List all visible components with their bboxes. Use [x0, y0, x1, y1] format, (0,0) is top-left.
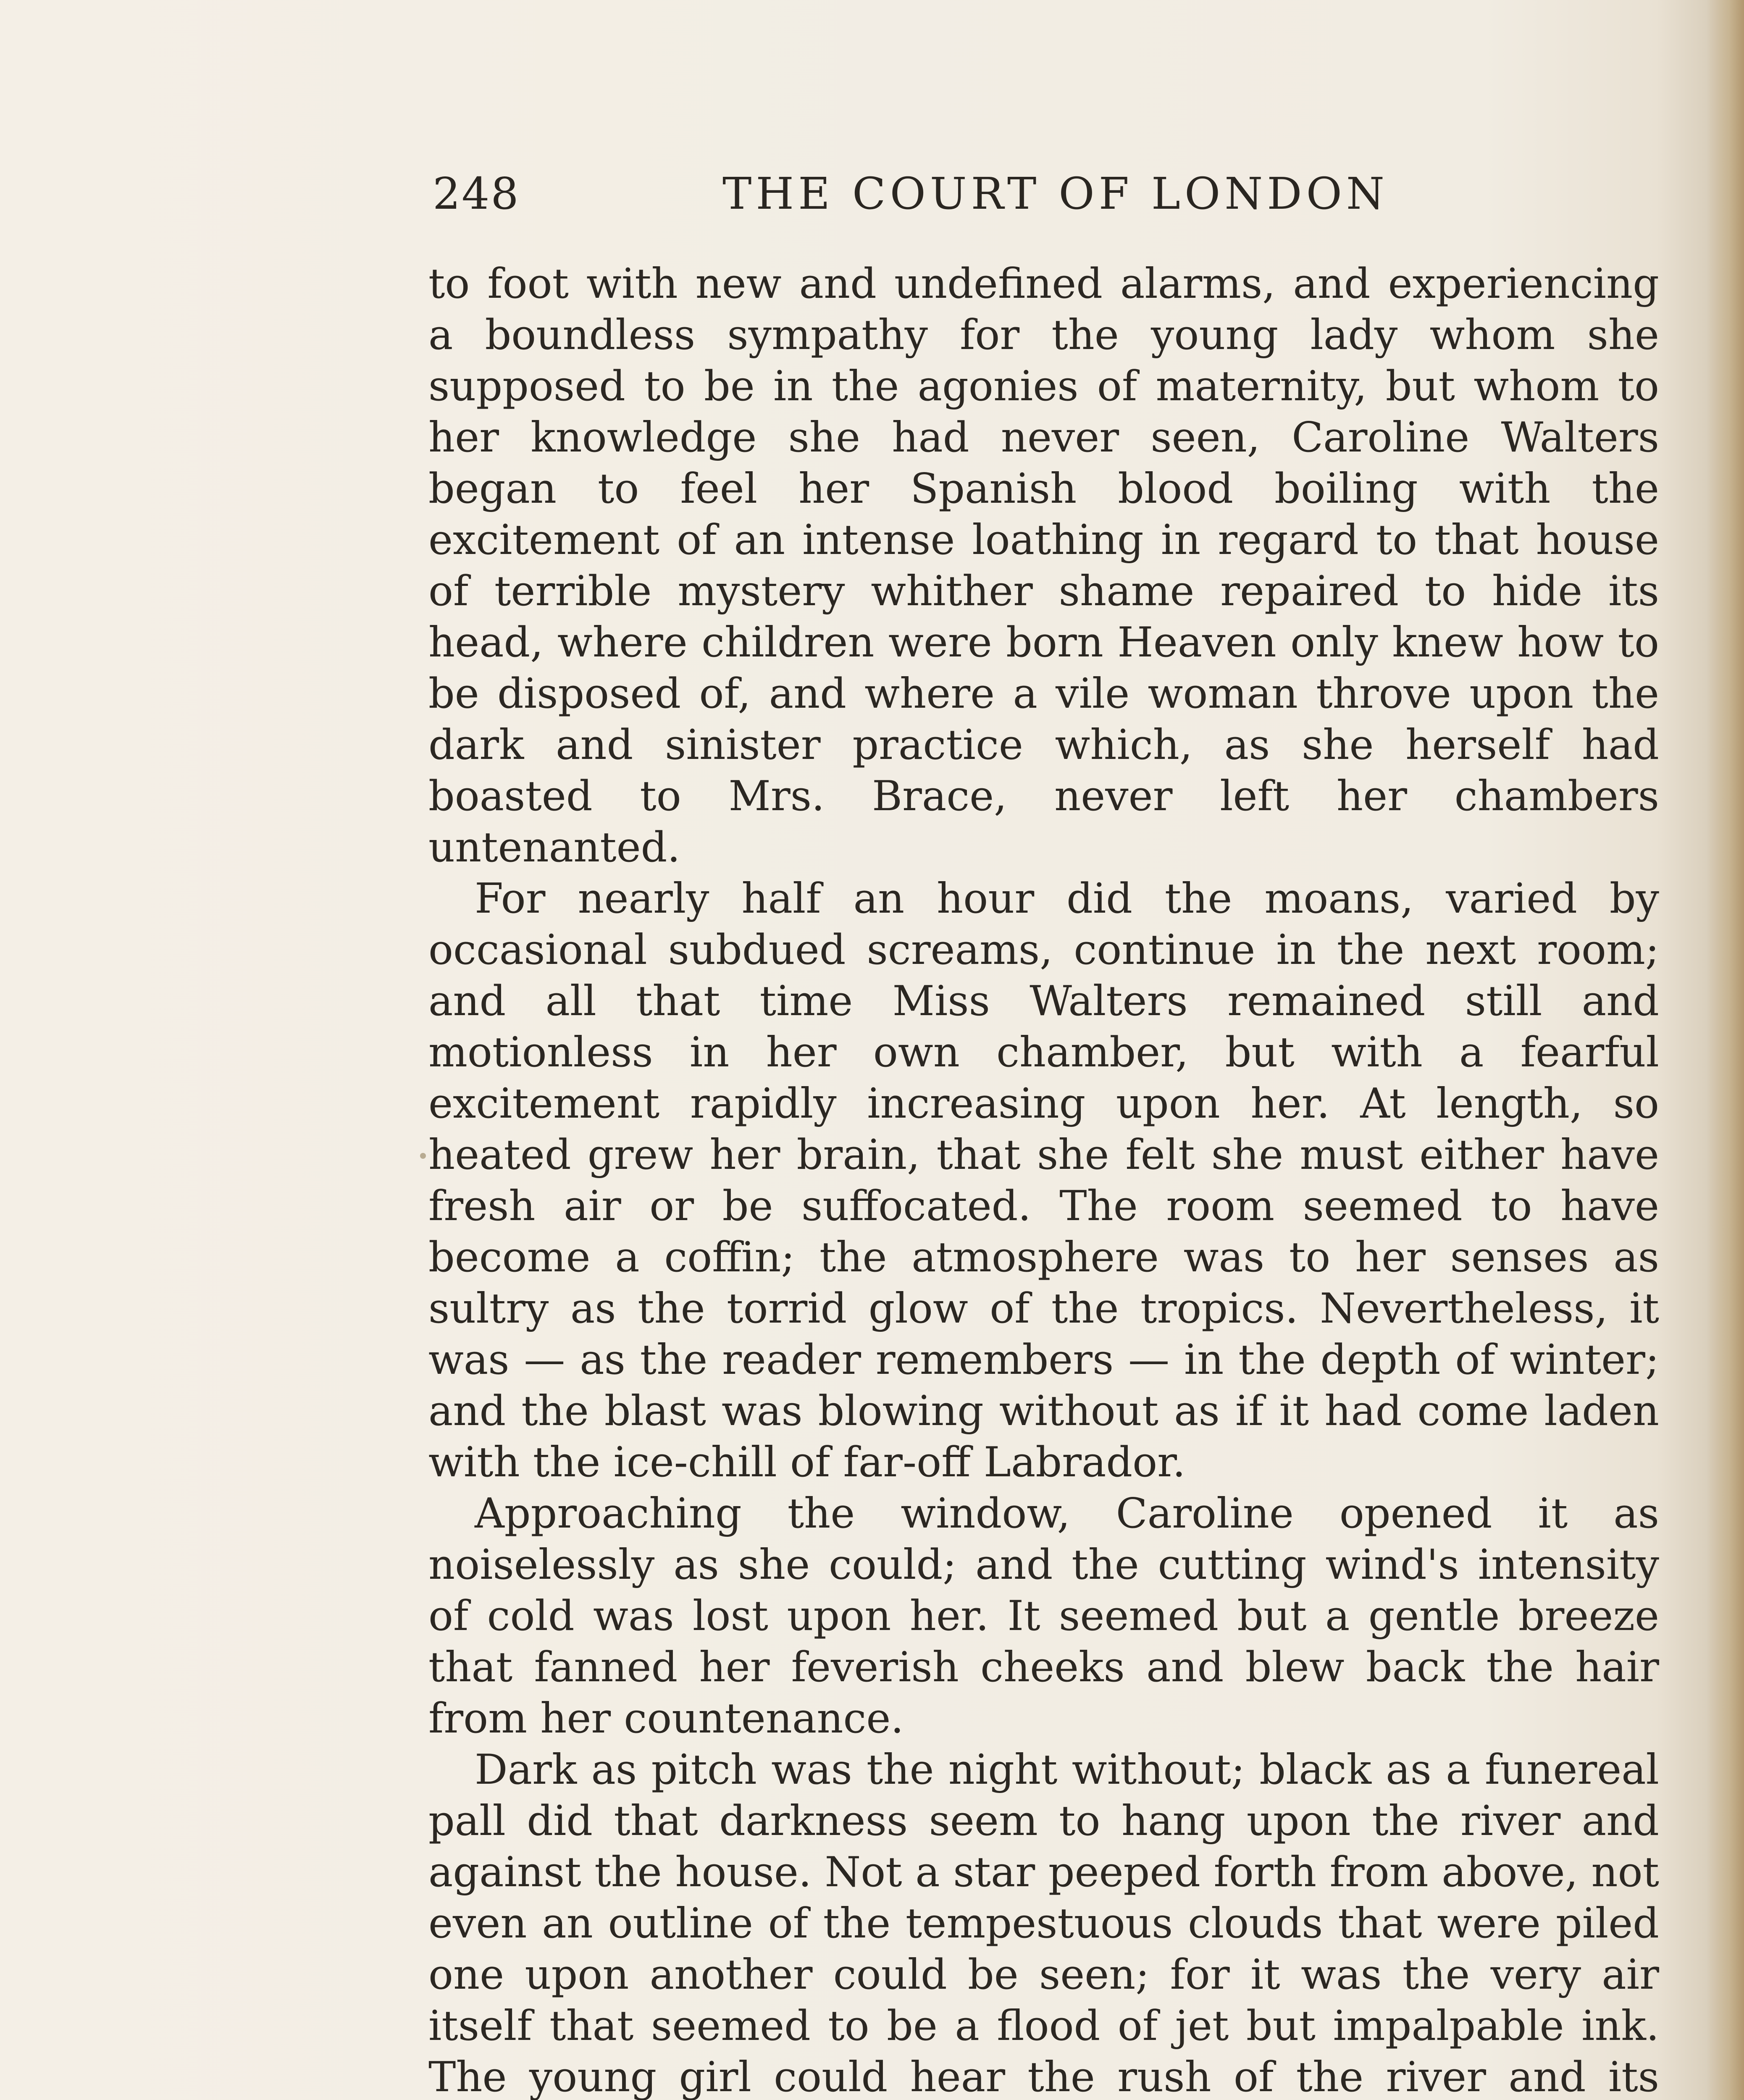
paragraph-4: Dark as pitch was the night without; black as a funereal pall did that darkness seem to hang upon the river and against the house. Not a star peeped forth from above, not even an outline of the tempestuous clouds that were piled one upon another could be seen; for it was the very air itself that seemed to be a flood of jet but impalpable ink. The young girl could hear the rush of the river and its — [428, 1746, 1659, 2100]
paragraph-1: to foot with new and undefined alarms, and experiencing a boundless sympathy for the young lady whom she supposed to be in the agonies of maternity, but whom to her knowledge she had never seen, Caroline Walters began to feel her Spanish blood boiling with the excitement of an intense loathing in regard to that house of terrible mystery whither shame repaired to hide its head, where children were born Heaven only knew how to be disposed of, and where a vile woman throve upon the dark and sinister practice which, as she herself had boasted to Mrs. Brace, never left her chambers untenanted. — [428, 260, 1659, 872]
page-header — [433, 168, 1668, 227]
paragraph-3: Approaching the window, Caroline opened it as noiselessly as she could; and the cutting wind's intensity of cold was lost upon her. It seemed but a gentle breeze that fanned her feverish cheeks and blew back the hair from her countenance. — [428, 1490, 1659, 1743]
body-text — [428, 258, 1659, 2100]
paper-speck — [420, 1153, 426, 1159]
running-head: THE COURT OF LONDON — [722, 168, 1389, 219]
page-number: 248 — [433, 168, 520, 219]
paragraph-2: For nearly half an hour did the moans, varied by occasional subdued screams, continue in the next room; and all that time Miss Walters remained still and motionless in her own chamber, but with a fearful excitement rapidly increasing upon her. At length, so heated grew her brain, that she felt she must either have fresh air or be suffocated. The room seemed to have become a coffin; the atmosphere was to her senses as sultry as the torrid glow of the tropics. Nevertheless, it was — as the reader remembers — in the depth of winter; and the blast was blowing without as if it had come laden with the ice-chill of far-off Labrador. — [428, 875, 1659, 1486]
page-edge-shadow — [1706, 0, 1744, 2100]
